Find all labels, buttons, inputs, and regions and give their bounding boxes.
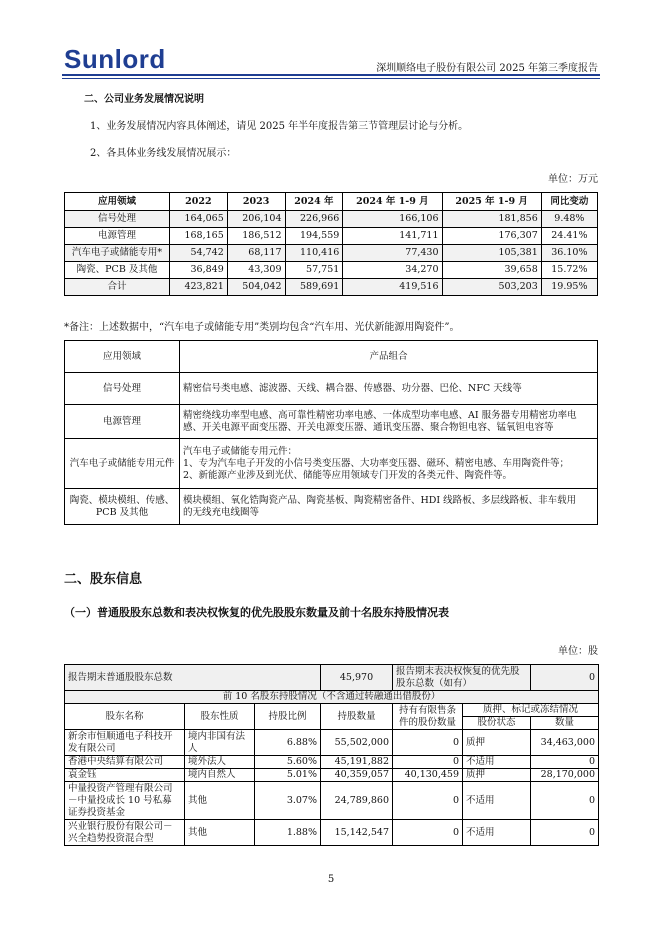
table-cell: 504,042	[227, 279, 285, 296]
cell-line: 精密信号类电感、滤波器、天线、耦合器、传感器、功分器、巴伦、NFC 天线等	[183, 382, 522, 394]
table-cell: 汽车电子或储能专用*	[65, 245, 170, 262]
unit-label: 单位：万元	[548, 174, 598, 185]
table-cell: 194,559	[285, 228, 343, 245]
segment-revenue-table	[64, 192, 598, 296]
table-cell	[180, 439, 598, 489]
table-cell: 0	[393, 730, 463, 756]
table-cell: 不适用	[463, 820, 531, 846]
header-rule-thin	[62, 78, 600, 79]
table-cell: 15.72%	[541, 262, 597, 279]
table-cell: 503,203	[442, 279, 541, 296]
table-cell: 24,789,860	[321, 782, 393, 820]
table-row	[65, 373, 598, 405]
table-cell: 45,191,882	[321, 756, 393, 769]
column-header: 2024 年 1-9 月	[343, 193, 442, 211]
table-cell: 57,751	[285, 262, 343, 279]
column-header: 2022	[170, 193, 228, 211]
cell-line: 模块模组、氧化锆陶瓷产品、陶瓷基板、陶瓷精密备件、HDI 线路板、多层线路板、非车载用	[183, 494, 577, 506]
table-cell: 陶瓷、模块模组、传感、PCB 及其他	[65, 489, 180, 525]
table-cell: 前 10 名股东持股情况（不含通过转融通出借股份）	[65, 691, 599, 704]
cell-line: 2、新能源产业涉及到光伏、储能等应用领域专门开发的各类元件、陶瓷件等。	[183, 469, 513, 481]
column-header: 持股数量	[321, 704, 393, 730]
table-cell: 15,142,547	[321, 820, 393, 846]
table-row	[65, 279, 598, 296]
table-cell: 36,849	[170, 262, 228, 279]
table-cell: 54,742	[170, 245, 228, 262]
table-cell: 1.88%	[255, 820, 321, 846]
table-cell: 176,307	[442, 228, 541, 245]
column-header: 产品组合	[180, 341, 598, 373]
table-cell: 香港中央结算有限公司	[65, 756, 185, 769]
table-cell: 境外法人	[185, 756, 255, 769]
table-cell: 168,165	[170, 228, 228, 245]
unit-label: 单位：股	[558, 646, 598, 657]
table-cell: 汽车电子或储能专用元件	[65, 439, 180, 489]
table-row	[65, 245, 598, 262]
table-cell: 34,270	[343, 262, 442, 279]
table-cell: 3.07%	[255, 782, 321, 820]
table-cell: 105,381	[442, 245, 541, 262]
column-header: 股东名称	[65, 704, 185, 730]
table-cell: 36.10%	[541, 245, 597, 262]
table-cell: 45,970	[321, 665, 393, 691]
table-header-row	[65, 193, 598, 211]
table-cell: 0	[393, 782, 463, 820]
table-cell: 40,359,057	[321, 769, 393, 782]
table-header-row	[65, 704, 599, 717]
shareholder-table	[64, 664, 599, 846]
table-cell: 0	[393, 756, 463, 769]
table-row	[65, 691, 599, 704]
table-cell: 境内自然人	[185, 769, 255, 782]
subsection-heading: （一）普通股股东总数和表决权恢复的优先股股东数量及前十名股东持股情况表	[64, 606, 449, 619]
table-cell: 报告期末普通股股东总数	[65, 665, 321, 691]
table-cell: 0	[531, 756, 599, 769]
cell-line: 汽车电子或储能专用元件：	[183, 445, 298, 457]
column-header: 应用领域	[65, 341, 180, 373]
company-logo: Sunlord	[64, 44, 166, 74]
column-header: 股东性质	[185, 704, 255, 730]
table-cell: 0	[393, 820, 463, 846]
report-title: 深圳顺络电子股份有限公司 2025 年第三季度报告	[376, 63, 598, 74]
table-cell: 兴业银行股份有限公司－兴全趋势投资混合型	[65, 820, 185, 846]
section-heading: 二、公司业务发展情况说明	[84, 94, 204, 105]
table-cell: 袁金钰	[65, 769, 185, 782]
table-cell: 中量投资产管理有限公司－中量投成长 10 号私募证券投资基金	[65, 782, 185, 820]
table-cell: 206,104	[227, 211, 285, 228]
table-cell: 其他	[185, 782, 255, 820]
table-cell: 166,106	[343, 211, 442, 228]
table-cell: 34,463,000	[531, 730, 599, 756]
table-cell: 9.48%	[541, 211, 597, 228]
section-heading: 二、股东信息	[64, 572, 143, 587]
table-cell: 423,821	[170, 279, 228, 296]
column-header: 同比变动	[541, 193, 597, 211]
table-cell: 境内非国有法人	[185, 730, 255, 756]
table-cell: 141,711	[343, 228, 442, 245]
table-cell: 质押	[463, 730, 531, 756]
column-header: 持有有限售条件的股份数量	[393, 704, 463, 730]
paragraph: 1、业务发展情况内容具体阐述，请见 2025 年半年度报告第三节管理层讨论与分析。	[90, 121, 469, 132]
table-row	[65, 665, 599, 691]
table-cell: 5.60%	[255, 756, 321, 769]
table-row	[65, 820, 599, 846]
table-note: *备注：上述数据中，“汽车电子或储能专用”类别均包含“汽车用、光伏新能源用陶瓷件”。	[64, 322, 460, 333]
table-cell: 186,512	[227, 228, 285, 245]
table-cell: 226,966	[285, 211, 343, 228]
table-cell: 589,691	[285, 279, 343, 296]
table-cell: 0	[531, 820, 599, 846]
table-cell: 5.01%	[255, 769, 321, 782]
table-cell: 6.88%	[255, 730, 321, 756]
cell-line: 精密绕线功率型电感、高可靠性精密功率电感、一体成型功率电感、AI 服务器专用精密功率电	[183, 409, 577, 421]
table-row	[65, 228, 598, 245]
table-row	[65, 439, 598, 489]
table-cell: 19.95%	[541, 279, 597, 296]
table-header-row	[65, 341, 598, 373]
table-cell: 77,430	[343, 245, 442, 262]
table-cell: 164,065	[170, 211, 228, 228]
table-cell: 419,516	[343, 279, 442, 296]
table-cell: 电源管理	[65, 405, 180, 439]
table-row	[65, 211, 598, 228]
page-number: 5	[327, 874, 335, 885]
column-header: 应用领域	[65, 193, 170, 211]
table-row	[65, 262, 598, 279]
table-cell	[180, 405, 598, 439]
table-row	[65, 405, 598, 439]
column-header: 股份状态	[463, 717, 531, 730]
table-cell: 电源管理	[65, 228, 170, 245]
column-header: 2025 年 1-9 月	[442, 193, 541, 211]
table-row	[65, 769, 599, 782]
table-cell: 24.41%	[541, 228, 597, 245]
table-cell: 信号处理	[65, 373, 180, 405]
table-cell: 43,309	[227, 262, 285, 279]
table-cell: 39,658	[442, 262, 541, 279]
paragraph: 2、各具体业务线发展情况展示：	[90, 148, 237, 159]
table-cell: 其他	[185, 820, 255, 846]
table-cell: 报告期末表决权恢复的优先股股东总数（如有）	[393, 665, 531, 691]
table-cell: 陶瓷、PCB 及其他	[65, 262, 170, 279]
table-row	[65, 756, 599, 769]
table-cell: 40,130,459	[393, 769, 463, 782]
column-header: 持股比例	[255, 704, 321, 730]
cell-line: 感、开关电源平面变压器、开关电源变压器、通讯变压器、聚合物钽电容、锰氧钽电容等	[183, 421, 554, 433]
table-cell: 信号处理	[65, 211, 170, 228]
table-cell: 新余市恒顺通电子科技开发有限公司	[65, 730, 185, 756]
table-cell: 68,117	[227, 245, 285, 262]
table-row	[65, 730, 599, 756]
product-portfolio-table	[64, 340, 598, 525]
column-header: 质押、标记或冻结情况	[463, 704, 599, 717]
column-header: 2024 年	[285, 193, 343, 211]
cell-line: 的无线充电线圈等	[183, 506, 260, 518]
column-header: 2023	[227, 193, 285, 211]
table-cell: 合计	[65, 279, 170, 296]
table-cell: 0	[531, 665, 599, 691]
table-cell: 质押	[463, 769, 531, 782]
table-cell	[180, 489, 598, 525]
table-cell: 不适用	[463, 782, 531, 820]
table-cell: 不适用	[463, 756, 531, 769]
table-cell: 55,502,000	[321, 730, 393, 756]
table-cell: 0	[531, 782, 599, 820]
table-row	[65, 782, 599, 820]
header-rule	[62, 74, 600, 76]
table-cell: 28,170,000	[531, 769, 599, 782]
cell-line: 1、专为汽车电子开发的小信号类变压器、大功率变压器、磁环、精密电感、车用陶瓷件等；	[183, 457, 570, 469]
table-cell: 181,856	[442, 211, 541, 228]
table-cell: 110,416	[285, 245, 343, 262]
table-cell	[180, 373, 598, 405]
table-row	[65, 489, 598, 525]
column-header: 数量	[531, 717, 599, 730]
